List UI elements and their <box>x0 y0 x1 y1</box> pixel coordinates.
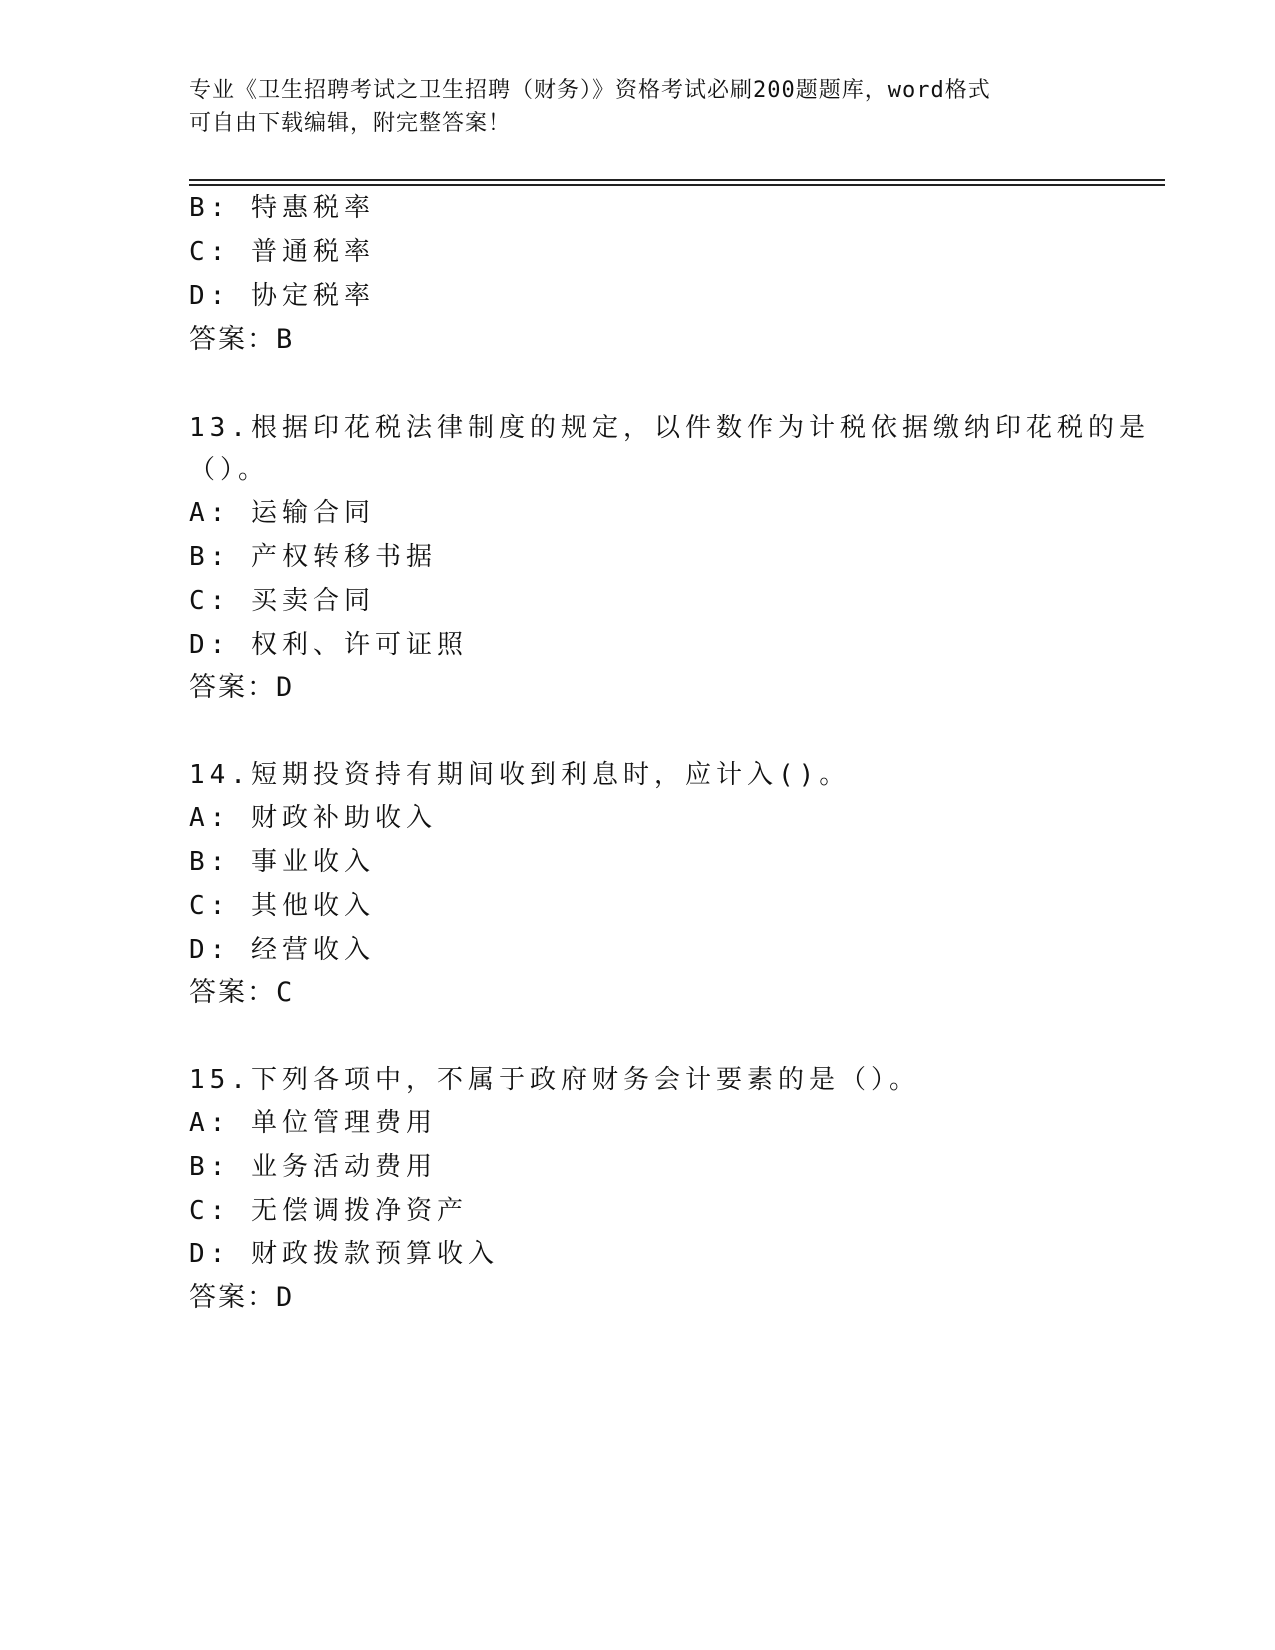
answer-value: D <box>276 1282 293 1313</box>
question-14-option-d <box>189 933 375 967</box>
option-text: 无偿调拨净资产 <box>250 1196 468 1226</box>
question-15-option-d <box>189 1237 499 1271</box>
question-13-option-a <box>189 496 375 530</box>
question-15-option-c <box>189 1194 468 1228</box>
answer-label: 答案： <box>189 672 276 703</box>
option-letter: B: <box>189 847 231 877</box>
answer-label: 答案： <box>189 977 276 1008</box>
answer-prev <box>189 323 292 357</box>
header-title-line-1: 专业《卫生招聘考试之卫生招聘（财务）》资格考试必刷200题题库，word格式 <box>189 78 991 103</box>
option-letter: B: <box>189 542 231 572</box>
answer-value: B <box>276 324 293 355</box>
option-text: 单位管理费用 <box>250 1108 437 1138</box>
option-letter: C: <box>189 1196 231 1226</box>
question-15-answer <box>189 1281 292 1315</box>
option-text: 经营收入 <box>250 935 375 965</box>
option-letter: B: <box>189 1152 231 1182</box>
option-letter: D: <box>189 281 231 311</box>
header-divider-bottom <box>189 184 1165 186</box>
option-letter: C: <box>189 237 231 267</box>
option-text: 财政补助收入 <box>250 803 437 833</box>
question-13-answer <box>189 671 292 705</box>
header-title-line-2: 可自由下载编辑，附完整答案！ <box>189 111 512 136</box>
option-text: 业务活动费用 <box>250 1152 437 1182</box>
option-text: 权利、许可证照 <box>250 630 468 660</box>
question-13-option-d <box>189 628 468 662</box>
option-letter: B: <box>189 193 231 223</box>
option-text: 事业收入 <box>250 847 375 877</box>
option-text: 运输合同 <box>250 498 375 528</box>
option-text: 财政拨款预算收入 <box>250 1239 499 1269</box>
option-letter: C: <box>189 891 231 921</box>
option-letter: D: <box>189 935 231 965</box>
option-letter: D: <box>189 1239 231 1269</box>
option-letter: A: <box>189 498 231 528</box>
answer-label: 答案： <box>189 1282 276 1313</box>
question-14-stem: 14.短期投资持有期间收到利息时，应计入()。 <box>189 760 851 790</box>
question-15-option-b <box>189 1150 437 1184</box>
question-14-answer <box>189 976 292 1010</box>
question-13-stem-line-2: （）。 <box>189 455 270 485</box>
question-13-stem-line-1: 13.根据印花税法律制度的规定，以件数作为计税依据缴纳印花税的是 <box>189 413 1150 443</box>
option-text: 买卖合同 <box>250 586 375 616</box>
option-text: 协定税率 <box>250 281 375 311</box>
question-15-option-a <box>189 1106 437 1140</box>
option-letter: C: <box>189 586 231 616</box>
answer-value: C <box>276 977 293 1008</box>
option-d-prev <box>189 279 375 313</box>
option-b-prev <box>189 191 375 225</box>
question-14-option-a <box>189 801 437 835</box>
answer-value: D <box>276 672 293 703</box>
question-14-option-b <box>189 845 375 879</box>
option-text: 产权转移书据 <box>250 542 437 572</box>
option-text: 特惠税率 <box>250 193 375 223</box>
option-letter: A: <box>189 803 231 833</box>
option-letter: A: <box>189 1108 231 1138</box>
header-divider-top <box>189 179 1165 181</box>
document-header <box>189 74 1089 140</box>
option-letter: D: <box>189 630 231 660</box>
question-13-option-c <box>189 584 375 618</box>
answer-label: 答案： <box>189 324 276 355</box>
question-13-option-b <box>189 540 437 574</box>
option-text: 普通税率 <box>250 237 375 267</box>
option-text: 其他收入 <box>250 891 375 921</box>
question-14-option-c <box>189 889 375 923</box>
question-15-stem: 15.下列各项中，不属于政府财务会计要素的是（）。 <box>189 1065 920 1095</box>
option-c-prev <box>189 235 375 269</box>
